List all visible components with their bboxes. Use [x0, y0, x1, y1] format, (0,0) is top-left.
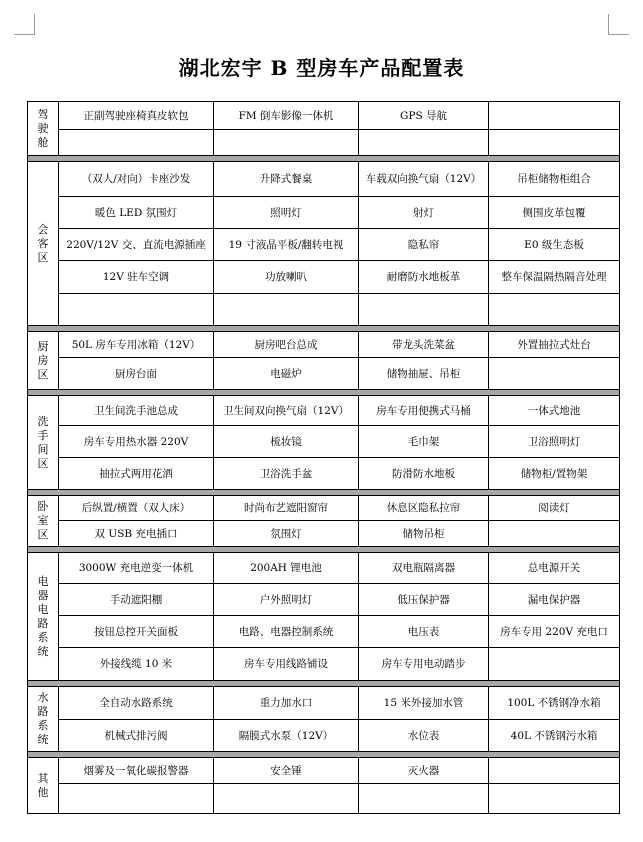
table-cell: 水位表	[359, 720, 489, 752]
table-row	[28, 197, 620, 229]
table-cell: 升降式餐桌	[214, 162, 359, 197]
table-cell: GPS 导航	[359, 102, 489, 130]
table-row	[28, 784, 620, 814]
table-cell: 氛围灯	[214, 521, 359, 547]
table-cell	[489, 521, 620, 547]
table-cell: 储物柜/置物架	[489, 458, 620, 490]
table-cell: 12V 驻车空调	[59, 261, 214, 294]
table-cell: 房车专用线路铺设	[214, 648, 359, 681]
table-cell	[214, 784, 359, 814]
table-cell: E0 级生态板	[489, 229, 620, 261]
table-cell: 卫浴洗手盆	[214, 458, 359, 490]
table-cell: 毛巾架	[359, 426, 489, 458]
table-cell: 户外照明灯	[214, 584, 359, 616]
table-cell	[359, 130, 489, 156]
table-cell: 车载双向换气扇（12V）	[359, 162, 489, 197]
table-cell	[214, 130, 359, 156]
table-cell: 15 米外接加水管	[359, 687, 489, 720]
table-cell	[489, 130, 620, 156]
table-cell: 正副驾驶座椅真皮软包	[59, 102, 214, 130]
table-row	[28, 720, 620, 752]
table-cell: 厨房台面	[59, 358, 214, 390]
table-cell: 抽拉式两用花洒	[59, 458, 214, 490]
table-cell: 卫生间双向换气扇（12V）	[214, 396, 359, 426]
section-name: 其他	[37, 771, 49, 799]
table-row	[28, 162, 620, 197]
table-cell: 19 寸液晶平板/翻转电视	[214, 229, 359, 261]
table-cell	[489, 294, 620, 326]
table-cell: 一体式地池	[489, 396, 620, 426]
section-header	[28, 687, 59, 752]
table-cell	[59, 294, 214, 326]
table-cell: 隔膜式水泵（12V）	[214, 720, 359, 752]
table-cell: 储物抽屉、吊柜	[359, 358, 489, 390]
table-cell: 按钮总控开关面板	[59, 616, 214, 648]
table-cell	[59, 784, 214, 814]
section-name: 电器电路系统	[37, 574, 49, 658]
table-cell: 漏电保护器	[489, 584, 620, 616]
config-table	[27, 101, 620, 814]
section-header	[28, 758, 59, 814]
table-row	[28, 426, 620, 458]
table-cell: 卫浴照明灯	[489, 426, 620, 458]
table-cell: 200AH 锂电池	[214, 553, 359, 584]
section-name: 洗手间区	[37, 414, 49, 470]
table-cell: 暖色 LED 氛围灯	[59, 197, 214, 229]
table-cell: 休息区隐私拉帘	[359, 496, 489, 521]
table-cell: FM 倒车影像一体机	[214, 102, 359, 130]
table-row	[28, 358, 620, 390]
section-header	[28, 162, 59, 326]
document-title: 湖北宏宇 B 型房车产品配置表	[178, 56, 465, 80]
table-row	[28, 584, 620, 616]
table-cell: 射灯	[359, 197, 489, 229]
table-cell: 机械式排污阀	[59, 720, 214, 752]
table-row	[28, 229, 620, 261]
crop-mark-top-right	[608, 14, 629, 35]
table-cell: 储物吊柜	[359, 521, 489, 547]
table-cell	[214, 294, 359, 326]
table-row	[28, 458, 620, 490]
table-cell: 外置抽拉式灶台	[489, 332, 620, 358]
table-cell: 全自动水路系统	[59, 687, 214, 720]
table-cell: 安全锤	[214, 758, 359, 784]
table-row	[28, 102, 620, 130]
section-name: 驾驶舱	[37, 107, 49, 149]
table-cell: 房车专用 220V 充电口	[489, 616, 620, 648]
section-header	[28, 102, 59, 156]
section-header	[28, 332, 59, 390]
table-cell	[359, 784, 489, 814]
table-row	[28, 496, 620, 521]
table-cell: 灭火器	[359, 758, 489, 784]
table-row	[28, 758, 620, 784]
table-cell	[59, 130, 214, 156]
table-cell	[489, 102, 620, 130]
table-cell	[489, 784, 620, 814]
table-cell: 房车专用便携式马桶	[359, 396, 489, 426]
table-cell: 厨房吧台总成	[214, 332, 359, 358]
table-cell: 3000W 充电逆变一体机	[59, 553, 214, 584]
table-cell: 50L 房车专用冰箱（12V）	[59, 332, 214, 358]
table-row	[28, 294, 620, 326]
section-header	[28, 496, 59, 547]
table-cell: 隐私帘	[359, 229, 489, 261]
section-header	[28, 553, 59, 681]
table-cell: 梳妆镜	[214, 426, 359, 458]
table-row	[28, 396, 620, 426]
table-cell: 电磁炉	[214, 358, 359, 390]
table-row	[28, 261, 620, 294]
table-cell: 带龙头洗菜盆	[359, 332, 489, 358]
table-row	[28, 648, 620, 681]
table-cell: 防滑防水地板	[359, 458, 489, 490]
table-cell: 卫生间洗手池总成	[59, 396, 214, 426]
table-cell: 后纵置/横置（双人床）	[59, 496, 214, 521]
table-row	[28, 521, 620, 547]
table-row	[28, 687, 620, 720]
table-cell: 总电源开关	[489, 553, 620, 584]
table-row	[28, 616, 620, 648]
table-cell: 双电瓶隔离器	[359, 553, 489, 584]
table-cell: 电路、电器控制系统	[214, 616, 359, 648]
table-row	[28, 553, 620, 584]
table-cell: 低压保护器	[359, 584, 489, 616]
table-cell: 烟雾及一氧化碳报警器	[59, 758, 214, 784]
table-cell: 220V/12V 交、直流电源插座	[59, 229, 214, 261]
table-cell: 时尚布艺遮阳窗帘	[214, 496, 359, 521]
table-cell: 双 USB 充电插口	[59, 521, 214, 547]
table-row	[28, 130, 620, 156]
table-cell: 电压表	[359, 616, 489, 648]
table-cell: （双人/对向）卡座沙发	[59, 162, 214, 197]
table-cell: 整车保温隔热隔音处理	[489, 261, 620, 294]
section-name: 厨房区	[37, 339, 49, 381]
table-cell: 重力加水口	[214, 687, 359, 720]
table-cell: 耐磨防水地板革	[359, 261, 489, 294]
table-cell: 阅读灯	[489, 496, 620, 521]
table-row	[28, 332, 620, 358]
table-cell: 侧围皮革包覆	[489, 197, 620, 229]
section-name: 会客区	[37, 222, 49, 264]
section-name: 水路系统	[37, 691, 49, 746]
crop-mark-top-left	[14, 14, 35, 35]
table-cell	[489, 648, 620, 681]
table-cell	[489, 358, 620, 390]
section-header	[28, 396, 59, 490]
table-cell	[359, 294, 489, 326]
table-cell: 100L 不锈钢净水箱	[489, 687, 620, 720]
table-cell: 功放喇叭	[214, 261, 359, 294]
table-cell: 40L 不锈钢污水箱	[489, 720, 620, 752]
table-cell: 照明灯	[214, 197, 359, 229]
table-cell: 房车专用热水器 220V	[59, 426, 214, 458]
table-cell	[489, 758, 620, 784]
section-name: 卧室区	[37, 500, 49, 541]
table-cell: 房车专用电动踏步	[359, 648, 489, 681]
table-cell: 外接线缆 10 米	[59, 648, 214, 681]
table-cell: 手动遮阳棚	[59, 584, 214, 616]
table-cell: 吊柜储物柜组合	[489, 162, 620, 197]
